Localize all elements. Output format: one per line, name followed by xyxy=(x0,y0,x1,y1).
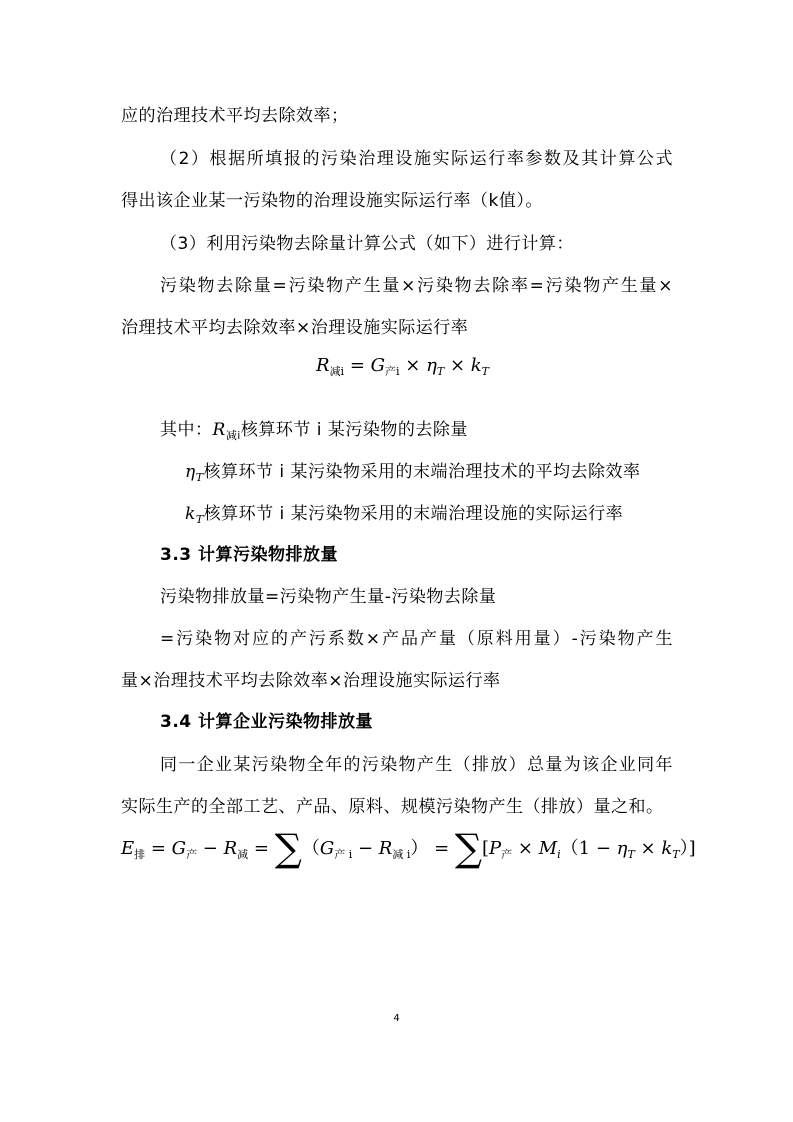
operator: = xyxy=(248,838,275,859)
symbol-eta: η xyxy=(185,462,196,482)
paren: （ xyxy=(560,838,579,859)
subscript: 产 xyxy=(501,848,513,861)
symbol-k: k xyxy=(185,504,196,524)
definition-r xyxy=(160,418,468,448)
subscript: T xyxy=(672,848,680,861)
definition-text: 核算环节 i 某污染物的去除量 xyxy=(240,420,468,440)
symbol-r: R xyxy=(316,355,330,376)
paragraph-line: （3）利用污染物去除量计算公式（如下）进行计算： xyxy=(160,234,574,254)
formula-emission xyxy=(121,826,696,870)
paragraph-line: 得出该企业某一污染物的治理设施实际运行率（k值）。 xyxy=(121,191,543,211)
subscript: 产 i xyxy=(334,848,353,861)
symbol-r: R xyxy=(212,420,226,440)
formula-removal xyxy=(316,353,489,385)
operator: × xyxy=(512,838,539,859)
subscript: T xyxy=(195,513,204,526)
symbol-g: G xyxy=(370,355,386,376)
definition-k xyxy=(185,502,623,532)
symbol-r: R xyxy=(223,838,238,859)
operator: × xyxy=(399,355,427,376)
subscript: i xyxy=(557,848,561,861)
paragraph-line: 同一企业某污染物全年的污染物产生（排放）总量为该企业同年 xyxy=(160,755,673,775)
symbol-e: E xyxy=(121,838,135,859)
subscript: T xyxy=(436,365,445,378)
operator: − xyxy=(590,838,617,859)
paragraph-line: 实际生产的全部工艺、产品、原料、规模污染物产生（排放）量之和。 xyxy=(121,797,664,817)
symbol-eta: η xyxy=(616,838,628,859)
definition-eta xyxy=(185,460,641,490)
operator: × xyxy=(444,355,471,376)
definition-text: 核算环节 i 某污染物采用的末端治理设施的实际运行率 xyxy=(203,504,624,524)
paren: ） xyxy=(410,838,429,859)
subscript: 减i xyxy=(329,365,345,378)
operator: − xyxy=(352,838,379,859)
paragraph-line: （2）根据所填报的污染治理设施实际运行率参数及其计算公式 xyxy=(160,149,673,169)
paragraph-line: 污染物去除量=污染物产生量×污染物去除率=污染物产生量× xyxy=(160,276,673,296)
symbol-m: M xyxy=(538,838,558,859)
paragraph-line: 污染物排放量=污染物产生量-污染物去除量 xyxy=(160,587,497,607)
paren: ） xyxy=(679,838,689,859)
paren: （ xyxy=(301,838,320,859)
operator: = xyxy=(145,838,172,859)
subscript: T xyxy=(627,848,635,861)
definition-text: 核算环节 i 某污染物采用的末端治理技术的平均去除效率 xyxy=(203,462,641,482)
subscript: 减 xyxy=(237,848,249,861)
subscript: T xyxy=(195,471,204,484)
section-heading-3-3: 3.3 计算污染物排放量 xyxy=(160,545,339,565)
summation-symbol: ∑ xyxy=(454,826,483,870)
paragraph-line: 治理技术平均去除效率×治理设施实际运行率 xyxy=(121,318,469,338)
bracket: [ xyxy=(482,838,490,859)
paragraph-line: =污染物对应的产污系数×产品产量（原料用量）-污染物产生 xyxy=(160,629,673,649)
definition-prefix: 其中： xyxy=(160,420,213,440)
subscript: 减 i xyxy=(392,848,411,861)
section-heading-3-4: 3.4 计算企业污染物排放量 xyxy=(160,712,374,732)
operator: = xyxy=(428,838,455,859)
subscript: 产 xyxy=(186,848,198,861)
bracket: ] xyxy=(688,838,696,859)
subscript: 减i xyxy=(225,429,241,442)
summation-symbol: ∑ xyxy=(274,826,302,870)
operator: = xyxy=(344,355,371,376)
symbol-g: G xyxy=(171,838,187,859)
page-number: 4 xyxy=(393,1013,400,1024)
operator: × xyxy=(634,838,662,859)
subscript: 产i xyxy=(385,365,400,378)
number: 1 xyxy=(578,838,591,859)
symbol-g: G xyxy=(319,838,335,859)
subscript: 排 xyxy=(134,848,146,861)
symbol-k: k xyxy=(661,838,673,859)
paragraph-line: 应的治理技术平均去除效率； xyxy=(121,106,349,126)
operator: − xyxy=(197,838,224,859)
symbol-r: R xyxy=(378,838,393,859)
symbol-p: P xyxy=(489,838,502,859)
symbol-eta: η xyxy=(426,355,437,376)
symbol-k: k xyxy=(470,355,482,376)
paragraph-line: 量×治理技术平均去除效率×治理设施实际运行率 xyxy=(121,671,501,691)
subscript: T xyxy=(481,365,490,378)
